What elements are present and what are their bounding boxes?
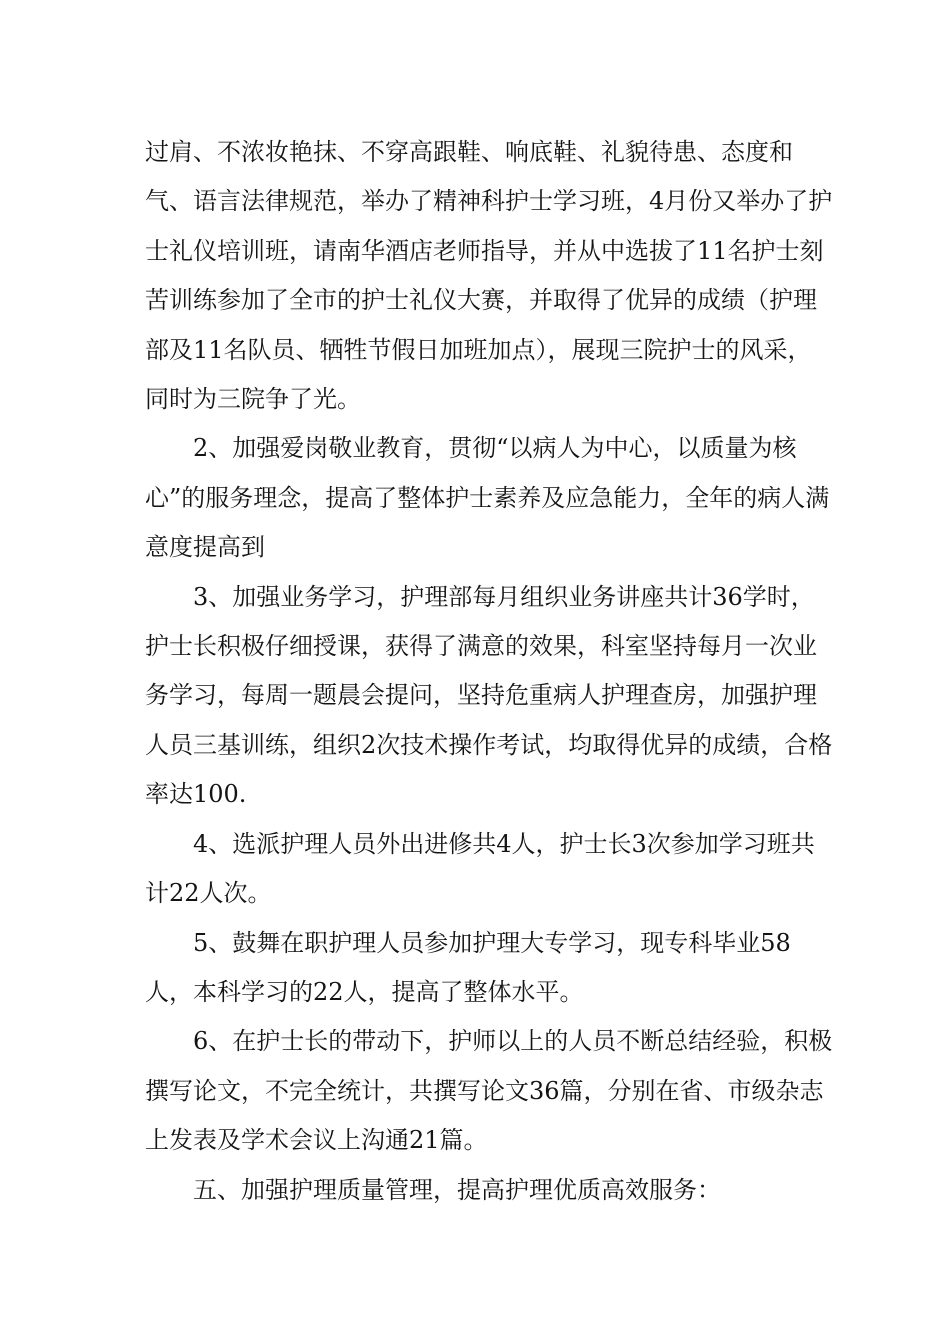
paragraph-item-6: 6、在护士长的带动下，护师以上的人员不断总结经验，积极撰写论文，不完全统计，共撰写论文36篇，分别在省、市级杂志上发表及学术会议上沟通21篇。 — [145, 1027, 833, 1155]
paragraph-item-4: 4、选派护理人员外出进修共4人，护士长3次参加学习班共计22人次。 — [145, 829, 815, 908]
paragraph-item-5: 5、鼓舞在职护理人员参加护理大专学习，现专科毕业58人，本科学习的22人，提高了整体水平。 — [145, 928, 791, 1006]
paragraph-item-2: 2、加强爱岗敬业教育，贯彻“以病人为中心，以质量为核心”的服务理念，提高了整体护士素养及应急能力，全年的病人满意度提高到 — [145, 434, 830, 562]
paragraph-item-3: 3、加强业务学习，护理部每月组织业务讲座共计36学时，护士长积极仔细授课，获得了满意的效果，科室坚持每月一次业务学习，每周一题晨会提问，坚持危重病人护理查房，加强护理人员三基训练，组织2次技术操作考试，均取得优异的成绩，合格率达100. — [145, 582, 833, 809]
paragraph-continuation: 过肩、不浓妆艳抹、不穿高跟鞋、响底鞋、礼貌待患、态度和气、语言法律规范，举办了精神科护士学习班，4月份又举办了护士礼仪培训班，请南华酒店老师指导，并从中选拔了11名护士刻苦训练参加了全市的护士礼仪大赛，并取得了优异的成绩（护理部及11名队员、牺牲节假日加班加点），展现三院护士的风采，同时为三院争了光。 — [145, 138, 833, 414]
document-body — [145, 128, 835, 1215]
section-heading-5: 五、加强护理质量管理，提高护理优质高效服务： — [193, 1175, 721, 1204]
